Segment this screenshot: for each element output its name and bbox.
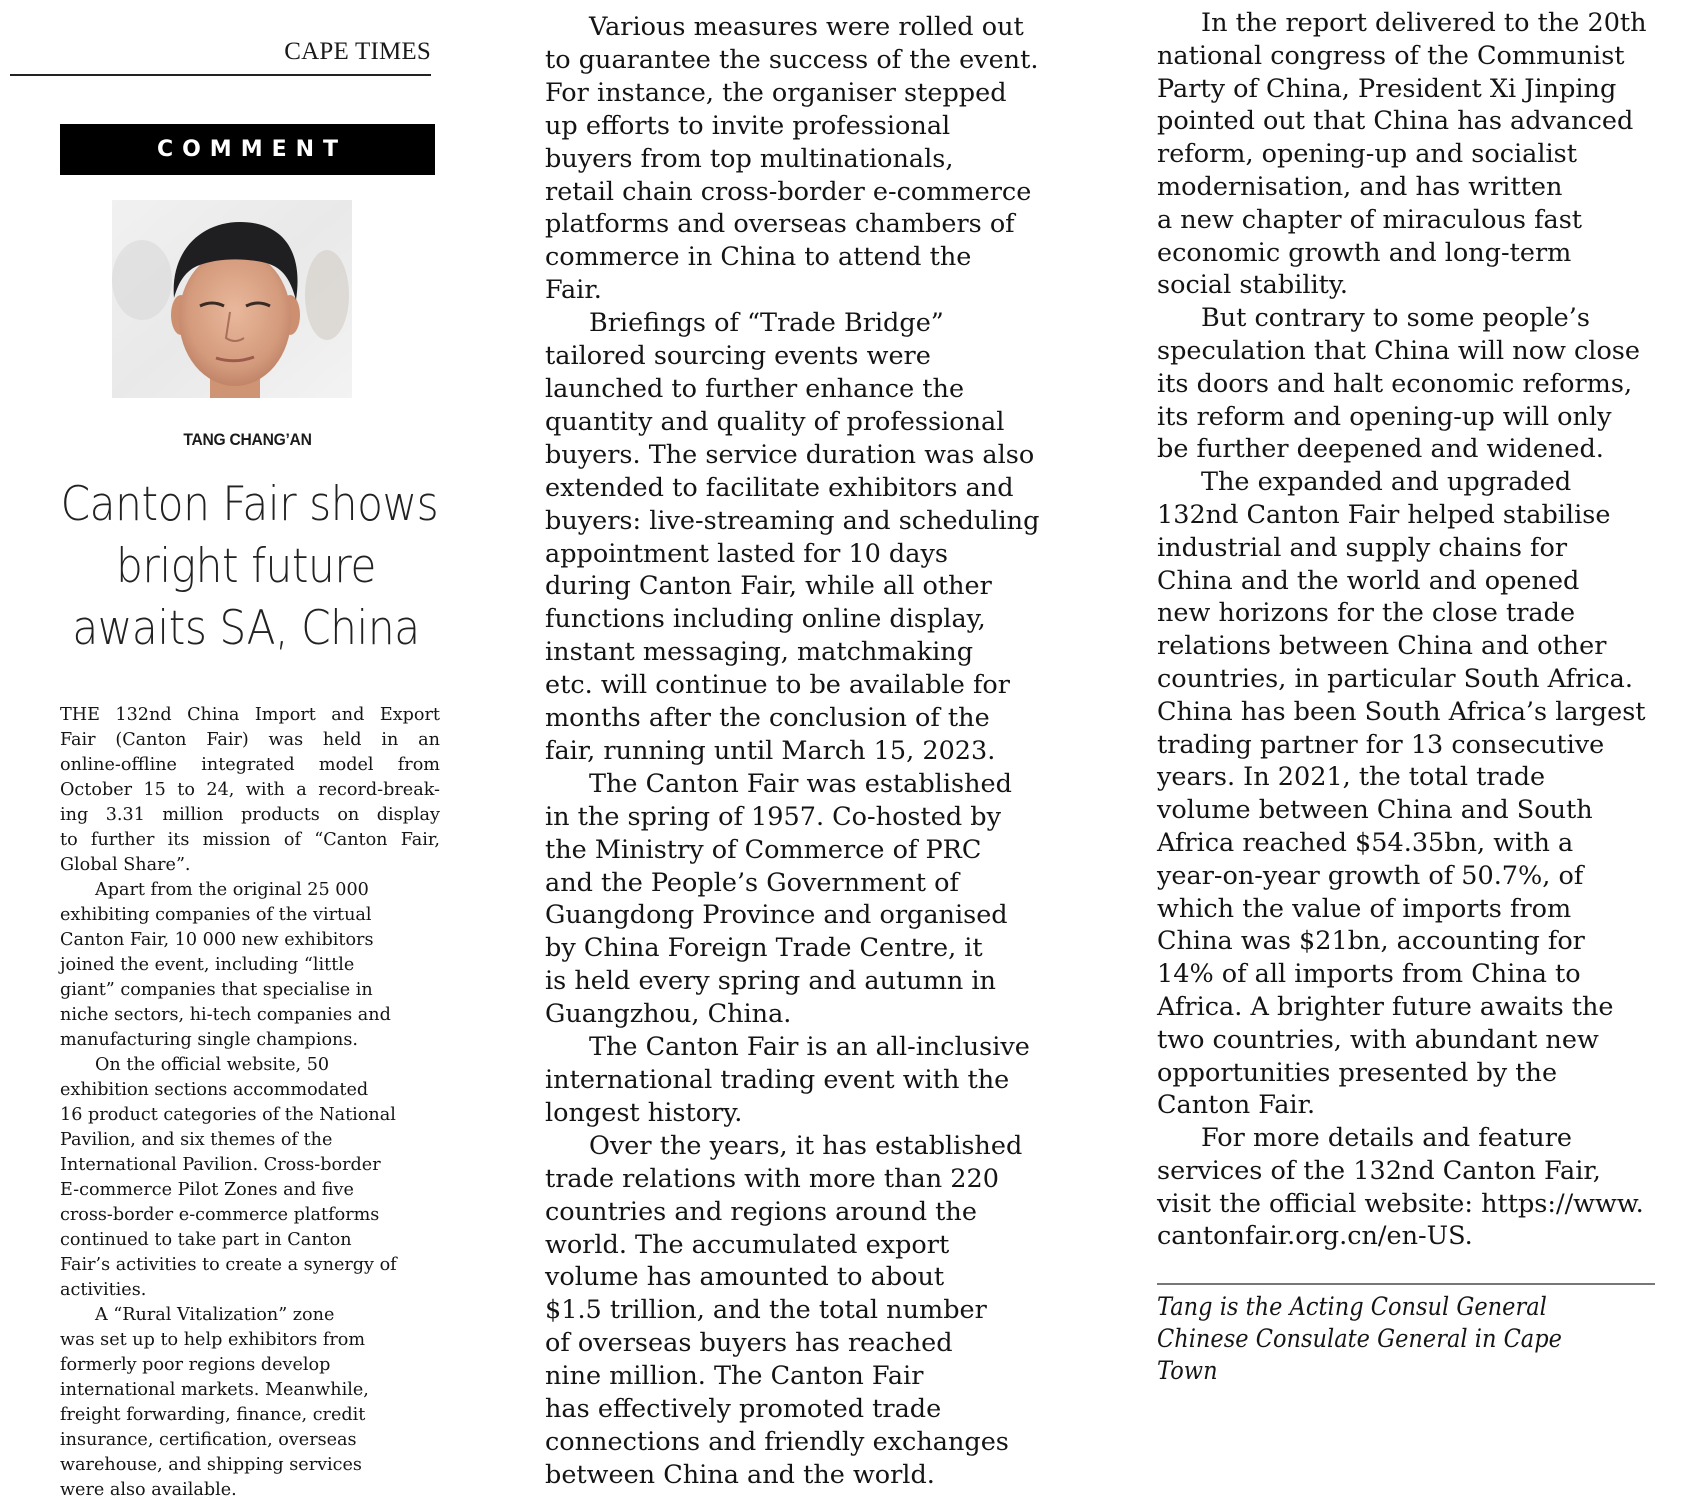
article-paragraph <box>545 307 1051 768</box>
article-line: 16 product categories of the National <box>60 1105 396 1125</box>
article-line: countries, in particular South Africa. <box>1157 663 1633 694</box>
article-line: Africa reached $54.35bn, with a <box>1157 827 1574 858</box>
article-line: retail chain cross-border e-commerce <box>545 176 1032 207</box>
article-line: economic growth and long-term <box>1157 237 1572 268</box>
article-line: opportunities presented by the <box>1157 1057 1558 1088</box>
article-line: world. The accumulated export <box>545 1229 950 1260</box>
article-line: the Ministry of Commerce of PRC <box>545 834 982 865</box>
article-line: online-offline integrated model from <box>60 755 440 775</box>
article-line: a new chapter of miraculous fast <box>1157 204 1583 235</box>
article-line: visit the official website: https://www. <box>1157 1188 1644 1219</box>
article-line: tailored sourcing events were <box>545 341 931 372</box>
article-line: 14% of all imports from China to <box>1157 959 1581 990</box>
article-line: niche sectors, hi-tech companies and <box>60 1005 391 1025</box>
article-line: Over the years, it has established <box>589 1130 1023 1161</box>
article-line: The Canton Fair was established <box>589 768 1012 799</box>
article-line: International Pavilion. Cross-border <box>60 1155 381 1175</box>
article-line: exhibiting companies of the virtual <box>60 905 372 925</box>
article-line: joined the event, including “little <box>60 955 355 975</box>
article-line: Global Share”. <box>60 855 191 875</box>
article-line: be further deepened and widened. <box>1157 434 1604 465</box>
article-line: THE 132nd China Import and Export <box>60 705 440 725</box>
article-paragraph <box>1157 1122 1657 1253</box>
article-line: instant messaging, matchmaking <box>545 637 974 668</box>
article-line: Fair’s activities to create a synergy of <box>60 1255 397 1275</box>
article-line: cross-border e-commerce platforms <box>60 1205 380 1225</box>
headline-line: awaits SA, China <box>72 601 420 656</box>
author-bio-line: Tang is the Acting Consul General <box>1157 1292 1547 1321</box>
article-paragraph <box>60 878 440 1053</box>
article-line: continued to take part in Canton <box>60 1230 352 1250</box>
article-line: giant” companies that specialise in <box>60 980 373 1000</box>
author-bio <box>1157 1291 1657 1387</box>
author-bio-line: Town <box>1157 1356 1218 1385</box>
article-line: functions including online display, <box>545 604 986 635</box>
article-line: launched to further enhance the <box>545 373 965 404</box>
left-column <box>60 703 440 1503</box>
article-line: services of the 132nd Canton Fair, <box>1157 1155 1601 1186</box>
article-paragraph <box>1157 302 1657 466</box>
article-line: appointment lasted for 10 days <box>545 538 948 569</box>
article-line: fair, running until March 15, 2023. <box>545 735 996 766</box>
section-label-bar <box>60 124 435 175</box>
article-line: is held every spring and autumn in <box>545 966 996 997</box>
article-line: two countries, with abundant new <box>1157 1024 1599 1055</box>
article-line: which the value of imports from <box>1157 893 1572 924</box>
article-line: in the spring of 1957. Co-hosted by <box>545 801 1001 832</box>
article-line: trade relations with more than 220 <box>545 1163 999 1194</box>
article-line: China has been South Africa’s largest <box>1157 696 1646 727</box>
article-line: were also available. <box>60 1480 237 1500</box>
article-line: October 15 to 24, with a record-break- <box>60 780 440 800</box>
article-line: buyers. The service duration was also <box>545 439 1035 470</box>
article-paragraph <box>545 768 1051 1031</box>
article-line: ing 3.31 million products on display <box>60 805 440 825</box>
article-line: to guarantee the success of the event. <box>545 44 1039 75</box>
article-line: during Canton Fair, while all other <box>545 571 992 602</box>
article-line: its reform and opening-up will only <box>1157 401 1612 432</box>
masthead <box>10 34 431 76</box>
article-line: Guangzhou, China. <box>545 999 792 1030</box>
article-line: manufacturing single champions. <box>60 1030 358 1050</box>
article-line: reform, opening-up and socialist <box>1157 139 1577 170</box>
article-line: Africa. A brighter future awaits the <box>1157 991 1614 1022</box>
article-line: of overseas buyers has reached <box>545 1328 953 1359</box>
article-line: new horizons for the close trade <box>1157 598 1576 629</box>
article-line: cantonfair.org.cn/en-US. <box>1157 1221 1473 1252</box>
article-line: E-commerce Pilot Zones and five <box>60 1180 354 1200</box>
article-line: Party of China, President Xi Jinping <box>1157 73 1617 104</box>
article-line: volume between China and South <box>1157 795 1593 826</box>
article-line: has effectively promoted trade <box>545 1394 942 1425</box>
article-paragraph <box>545 11 1051 307</box>
article-line: years. In 2021, the total trade <box>1157 762 1546 793</box>
article-paragraph <box>60 1303 440 1503</box>
article-line: by China Foreign Trade Centre, it <box>545 933 983 964</box>
author-name: TANG CHANG’AN <box>183 430 312 449</box>
article-line: speculation that China will now close <box>1157 335 1640 366</box>
article-line: The Canton Fair is an all-inclusive <box>589 1032 1030 1063</box>
publication-name: CAPE TIMES <box>284 38 431 65</box>
article-line: In the report delivered to the 20th <box>1201 8 1647 38</box>
article-line: international trading event with the <box>545 1065 1010 1095</box>
article-line: international markets. Meanwhile, <box>60 1380 369 1400</box>
author-portrait-icon <box>112 200 352 398</box>
bio-divider <box>1157 1283 1655 1285</box>
article-line: freight forwarding, finance, credit <box>60 1405 366 1425</box>
article-line: For more details and feature <box>1201 1123 1572 1154</box>
article-line: warehouse, and shipping services <box>60 1455 362 1475</box>
article-line: Canton Fair. <box>1157 1090 1316 1121</box>
article-line: insurance, certification, overseas <box>60 1430 357 1450</box>
headline <box>40 474 452 660</box>
article-line: connections and friendly exchanges <box>545 1426 1009 1457</box>
article-line: Apart from the original 25 000 <box>95 880 369 900</box>
article-line: was set up to help exhibitors from <box>60 1330 366 1350</box>
article-line: nine million. The Canton Fair <box>545 1361 924 1392</box>
article-paragraph <box>1157 7 1657 302</box>
section-label: COMMENT <box>156 137 348 162</box>
article-line: social stability. <box>1157 270 1349 301</box>
article-line: But contrary to some people’s <box>1201 303 1590 334</box>
article-line: 132nd Canton Fair helped stabilise <box>1157 499 1611 530</box>
article-line: The expanded and upgraded <box>1201 467 1572 498</box>
author-bio-line: Chinese Consulate General in Cape <box>1157 1324 1562 1353</box>
article-line: A “Rural Vitalization” zone <box>95 1305 335 1325</box>
article-line: relations between China and other <box>1157 631 1607 662</box>
article-paragraph <box>1157 466 1657 1122</box>
article-line: Briefings of “Trade Bridge” <box>589 308 944 339</box>
article-line: etc. will continue to be available for <box>545 670 1010 701</box>
right-column <box>1157 7 1657 1253</box>
headline-line: bright future <box>116 539 376 594</box>
article-line: quantity and quality of professional <box>545 406 1005 437</box>
article-line: and the People’s Government of <box>545 867 959 898</box>
article-line: months after the conclusion of the <box>545 703 990 734</box>
article-line: Guangdong Province and organised <box>545 900 1008 931</box>
article-line: modernisation, and has written <box>1157 171 1563 202</box>
article-line: longest history. <box>545 1097 743 1128</box>
article-line: Fair (Canton Fair) was held in an <box>60 730 440 750</box>
article-line: countries and regions around the <box>545 1196 977 1227</box>
middle-column <box>545 11 1051 1492</box>
article-paragraph <box>545 1130 1051 1492</box>
article-line: year-on-year growth of 50.7%, of <box>1157 860 1584 891</box>
article-line: to further its mission of “Canton Fair, <box>60 830 440 850</box>
article-line: buyers: live-streaming and scheduling <box>545 505 1040 536</box>
article-line: On the official website, 50 <box>95 1055 330 1075</box>
article-paragraph <box>60 703 440 878</box>
article-line: volume has amounted to about <box>545 1262 945 1293</box>
author-photo <box>112 200 352 398</box>
article-line: $1.5 trillion, and the total number <box>545 1295 987 1326</box>
article-line: Canton Fair, 10 000 new exhibitors <box>60 930 374 950</box>
article-line: Fair. <box>545 275 602 306</box>
article-line: industrial and supply chains for <box>1157 532 1568 563</box>
article-line: platforms and overseas chambers of <box>545 209 1015 240</box>
article-paragraph <box>60 1053 440 1303</box>
article-line: buyers from top multinationals, <box>545 143 954 174</box>
article-line: China was $21bn, accounting for <box>1157 926 1585 957</box>
article-line: pointed out that China has advanced <box>1157 106 1634 137</box>
article-line: national congress of the Communist <box>1157 40 1625 71</box>
article-line: activities. <box>60 1280 147 1300</box>
article-line: formerly poor regions develop <box>60 1355 331 1375</box>
article-line: exhibition sections accommodated <box>60 1080 369 1100</box>
article-line: commerce in China to attend the <box>545 242 972 273</box>
article-line: Pavilion, and six themes of the <box>60 1130 333 1150</box>
headline-line: Canton Fair shows <box>60 477 439 532</box>
article-line: up efforts to invite professional <box>545 110 951 141</box>
article-line: between China and the world. <box>545 1459 935 1490</box>
article-line: extended to facilitate exhibitors and <box>545 472 1014 503</box>
article-line: its doors and halt economic reforms, <box>1157 368 1633 399</box>
article-line: Various measures were rolled out <box>589 12 1024 42</box>
article-line: China and the world and opened <box>1157 565 1580 596</box>
article-paragraph <box>545 1031 1051 1130</box>
article-line: For instance, the organiser stepped <box>545 77 1007 108</box>
article-line: trading partner for 13 consecutive <box>1157 729 1605 760</box>
